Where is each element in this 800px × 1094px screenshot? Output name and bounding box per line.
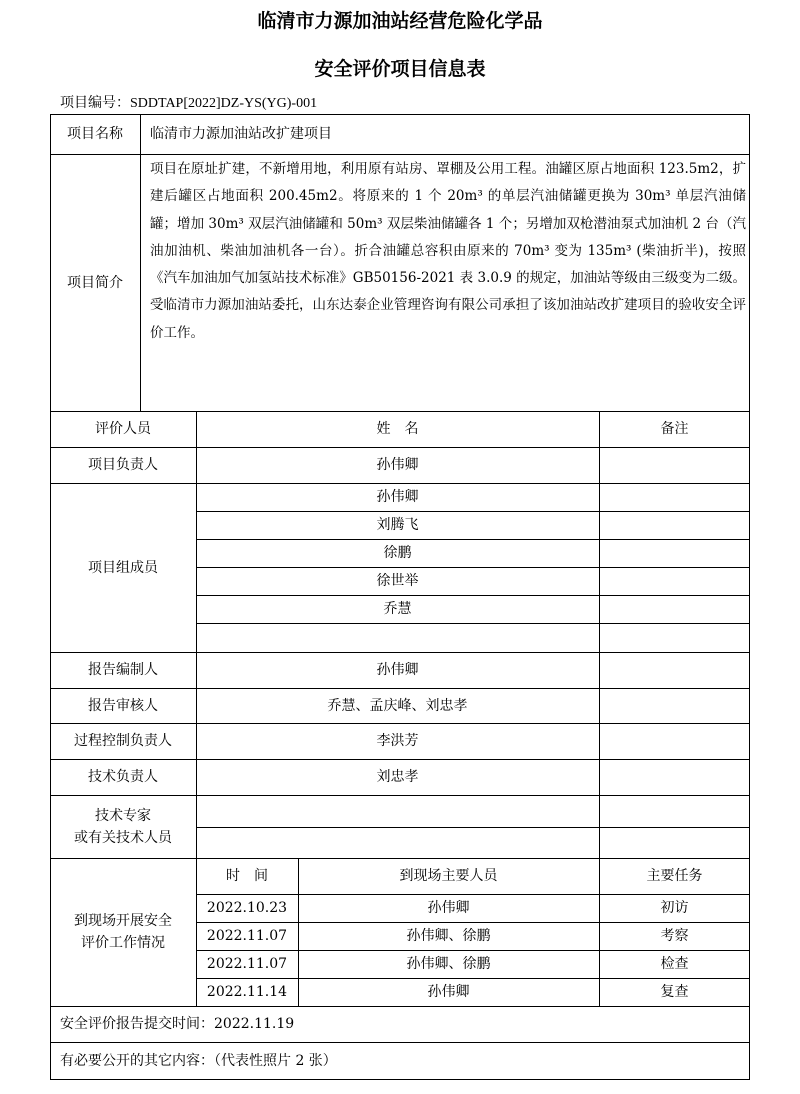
- visit-task: 复查: [660, 984, 689, 1000]
- visit-date: 2022.11.07: [206, 956, 288, 972]
- visit-date: 2022.11.07: [206, 928, 288, 944]
- member-name: 刘腾飞: [376, 517, 419, 533]
- project-number-label: 项目编号：: [60, 96, 130, 111]
- tech-expert-label: [50, 795, 196, 858]
- leader-role: 项目负责人: [88, 457, 158, 473]
- site-persons-header: 到现场主要人员: [399, 868, 498, 884]
- site-time-header: 时 间: [226, 868, 268, 884]
- submit-time: 安全评价报告提交时间：2022.11.19: [60, 1016, 295, 1032]
- visit-persons: 孙伟卿: [427, 984, 470, 1000]
- visit-persons: 孙伟卿、徐鹏: [406, 928, 491, 944]
- document-subtitle: 安全评价项目信息表: [314, 58, 486, 80]
- visit-persons: 孙伟卿、徐鹏: [406, 956, 491, 972]
- visit-task: 检查: [660, 956, 689, 972]
- member-name: 徐世举: [376, 573, 419, 589]
- process-control-role: 过程控制负责人: [74, 733, 172, 749]
- report-reviewer-role: 报告审核人: [88, 697, 158, 714]
- project-name-label: 项目名称: [67, 126, 123, 142]
- project-number-value: SDDTAP[2022]DZ-YS(YG)-001: [130, 96, 318, 111]
- visit-date: 2022.11.14: [206, 984, 288, 1000]
- staff-remark-header: 备注: [660, 421, 689, 437]
- document-title: 临清市力源加油站经营危险化学品: [257, 10, 543, 32]
- site-work-label-line1: 到现场开展安全: [74, 913, 172, 929]
- site-work-label-line2: 评价工作情况: [81, 935, 165, 951]
- report-writer-role: 报告编制人: [88, 662, 158, 678]
- visit-date: 2022.10.23: [206, 900, 288, 916]
- other-content: 有必要公开的其它内容：（代表性照片 2 张）: [60, 1053, 337, 1069]
- tech-lead-role: 技术负责人: [88, 769, 158, 785]
- member-name: 乔慧: [383, 601, 412, 617]
- visit-task: 初访: [660, 900, 689, 916]
- tech-expert-label-line1: 技术专家: [95, 807, 151, 824]
- member-name: 孙伟卿: [376, 489, 419, 505]
- staff-role-header: 评价人员: [95, 421, 151, 437]
- project-name-value: 临清市力源加油站改扩建项目: [150, 126, 332, 142]
- project-desc-text: 项目在原址扩建，不新增用地，利用原有站房、罩棚及公用工程。油罐区原占地面积 123.5m2，扩建后罐区占地面积 200.45m2。将原来的 1 个 20m³ 的单层汽油储罐更换为 30m³ 单层汽油储罐；增加 30m³ 双层汽油储罐和 50m³ 双层柴油储罐各 1 个；另增加双枪潜油泵式加油机 2 台（汽油加油机、柴油加油机各一台）。折合油罐总容积由原来的 70m³ 变为 135m³ (柴油折半)，按照《汽车加油加气加氢站技术标准》GB50156-2021 表 3.0.9 的规定，加油站等级由三级变为二级。受临清市力源加油站委托，山东达泰企业管理咨询有限公司承担了该加油站改扩建项目的验收安全评价工作。: [150, 161, 746, 341]
- tech-expert-label-line2: 或有关技术人员: [74, 829, 172, 846]
- members-label: 项目组成员: [88, 559, 158, 576]
- project-desc-label: 项目简介: [67, 274, 123, 291]
- site-task-header: 主要任务: [646, 868, 703, 884]
- report-writer-name: 孙伟卿: [376, 662, 419, 678]
- site-work-label: [50, 858, 196, 1006]
- leader-name: 孙伟卿: [376, 457, 419, 473]
- staff-name-header: 姓 名: [376, 421, 419, 437]
- member-name: 徐鹏: [383, 545, 412, 561]
- process-control-name: 李洪芳: [376, 733, 419, 749]
- tech-lead-name: 刘忠孝: [376, 769, 419, 785]
- report-reviewer-name: 乔慧、孟庆峰、刘忠孝: [327, 697, 468, 714]
- visit-persons: 孙伟卿: [427, 900, 470, 916]
- visit-task: 考察: [660, 928, 689, 944]
- project-number: [60, 92, 317, 112]
- member-name: [196, 623, 599, 652]
